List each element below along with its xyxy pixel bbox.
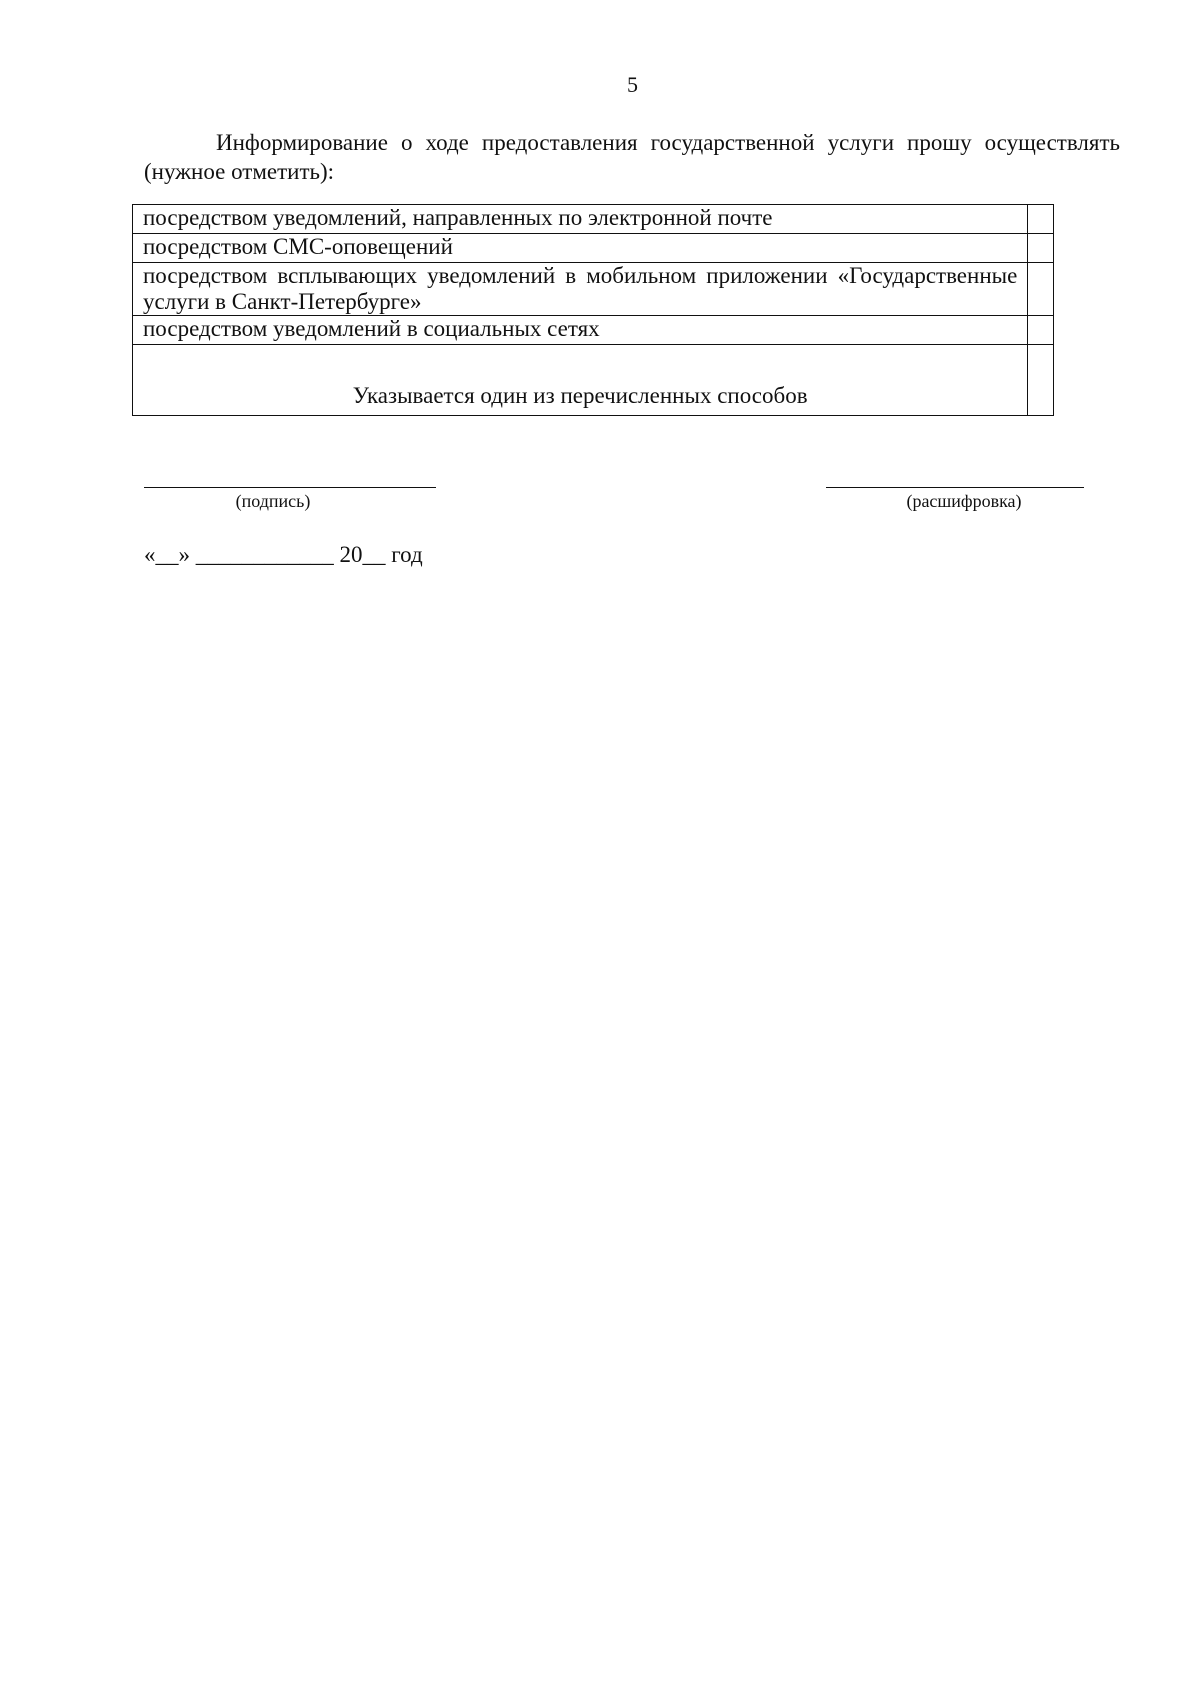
option-checkbox-email[interactable] bbox=[1028, 205, 1054, 234]
date-line: «__» ____________ 20__ год bbox=[144, 542, 423, 567]
option-checkbox-note[interactable] bbox=[1028, 345, 1054, 416]
decoding-line[interactable] bbox=[826, 487, 1084, 488]
option-row-mobile-app bbox=[133, 263, 1054, 316]
notification-options-table bbox=[132, 204, 1054, 416]
option-row-email bbox=[133, 205, 1054, 234]
option-row-social bbox=[133, 316, 1054, 345]
option-label-email: посредством уведомлений, направленных по электронной почте bbox=[133, 205, 1028, 234]
option-checkbox-sms[interactable] bbox=[1028, 234, 1054, 263]
option-note: Указывается один из перечисленных способов bbox=[133, 345, 1028, 416]
option-row-sms bbox=[133, 234, 1054, 263]
signature-caption: (подпись) bbox=[235, 491, 311, 511]
option-row-note bbox=[133, 345, 1054, 416]
option-label-sms: посредством СМС-оповещений bbox=[133, 234, 1028, 263]
signature-line[interactable] bbox=[144, 487, 436, 488]
option-checkbox-social[interactable] bbox=[1028, 316, 1054, 345]
option-label-mobile-app: посредством всплывающих уведомлений в мобильном приложении «Государственные услуги в Санкт-Петербурге» bbox=[133, 263, 1028, 316]
option-checkbox-mobile-app[interactable] bbox=[1028, 263, 1054, 316]
page-number: 5 bbox=[627, 72, 638, 97]
intro-paragraph: Информирование о ходе предоставления государственной услуги прошу осуществлять (нужное отметить): bbox=[144, 130, 1120, 184]
option-label-social: посредством уведомлений в социальных сетях bbox=[133, 316, 1028, 345]
decoding-caption: (расшифровка) bbox=[906, 491, 1022, 511]
